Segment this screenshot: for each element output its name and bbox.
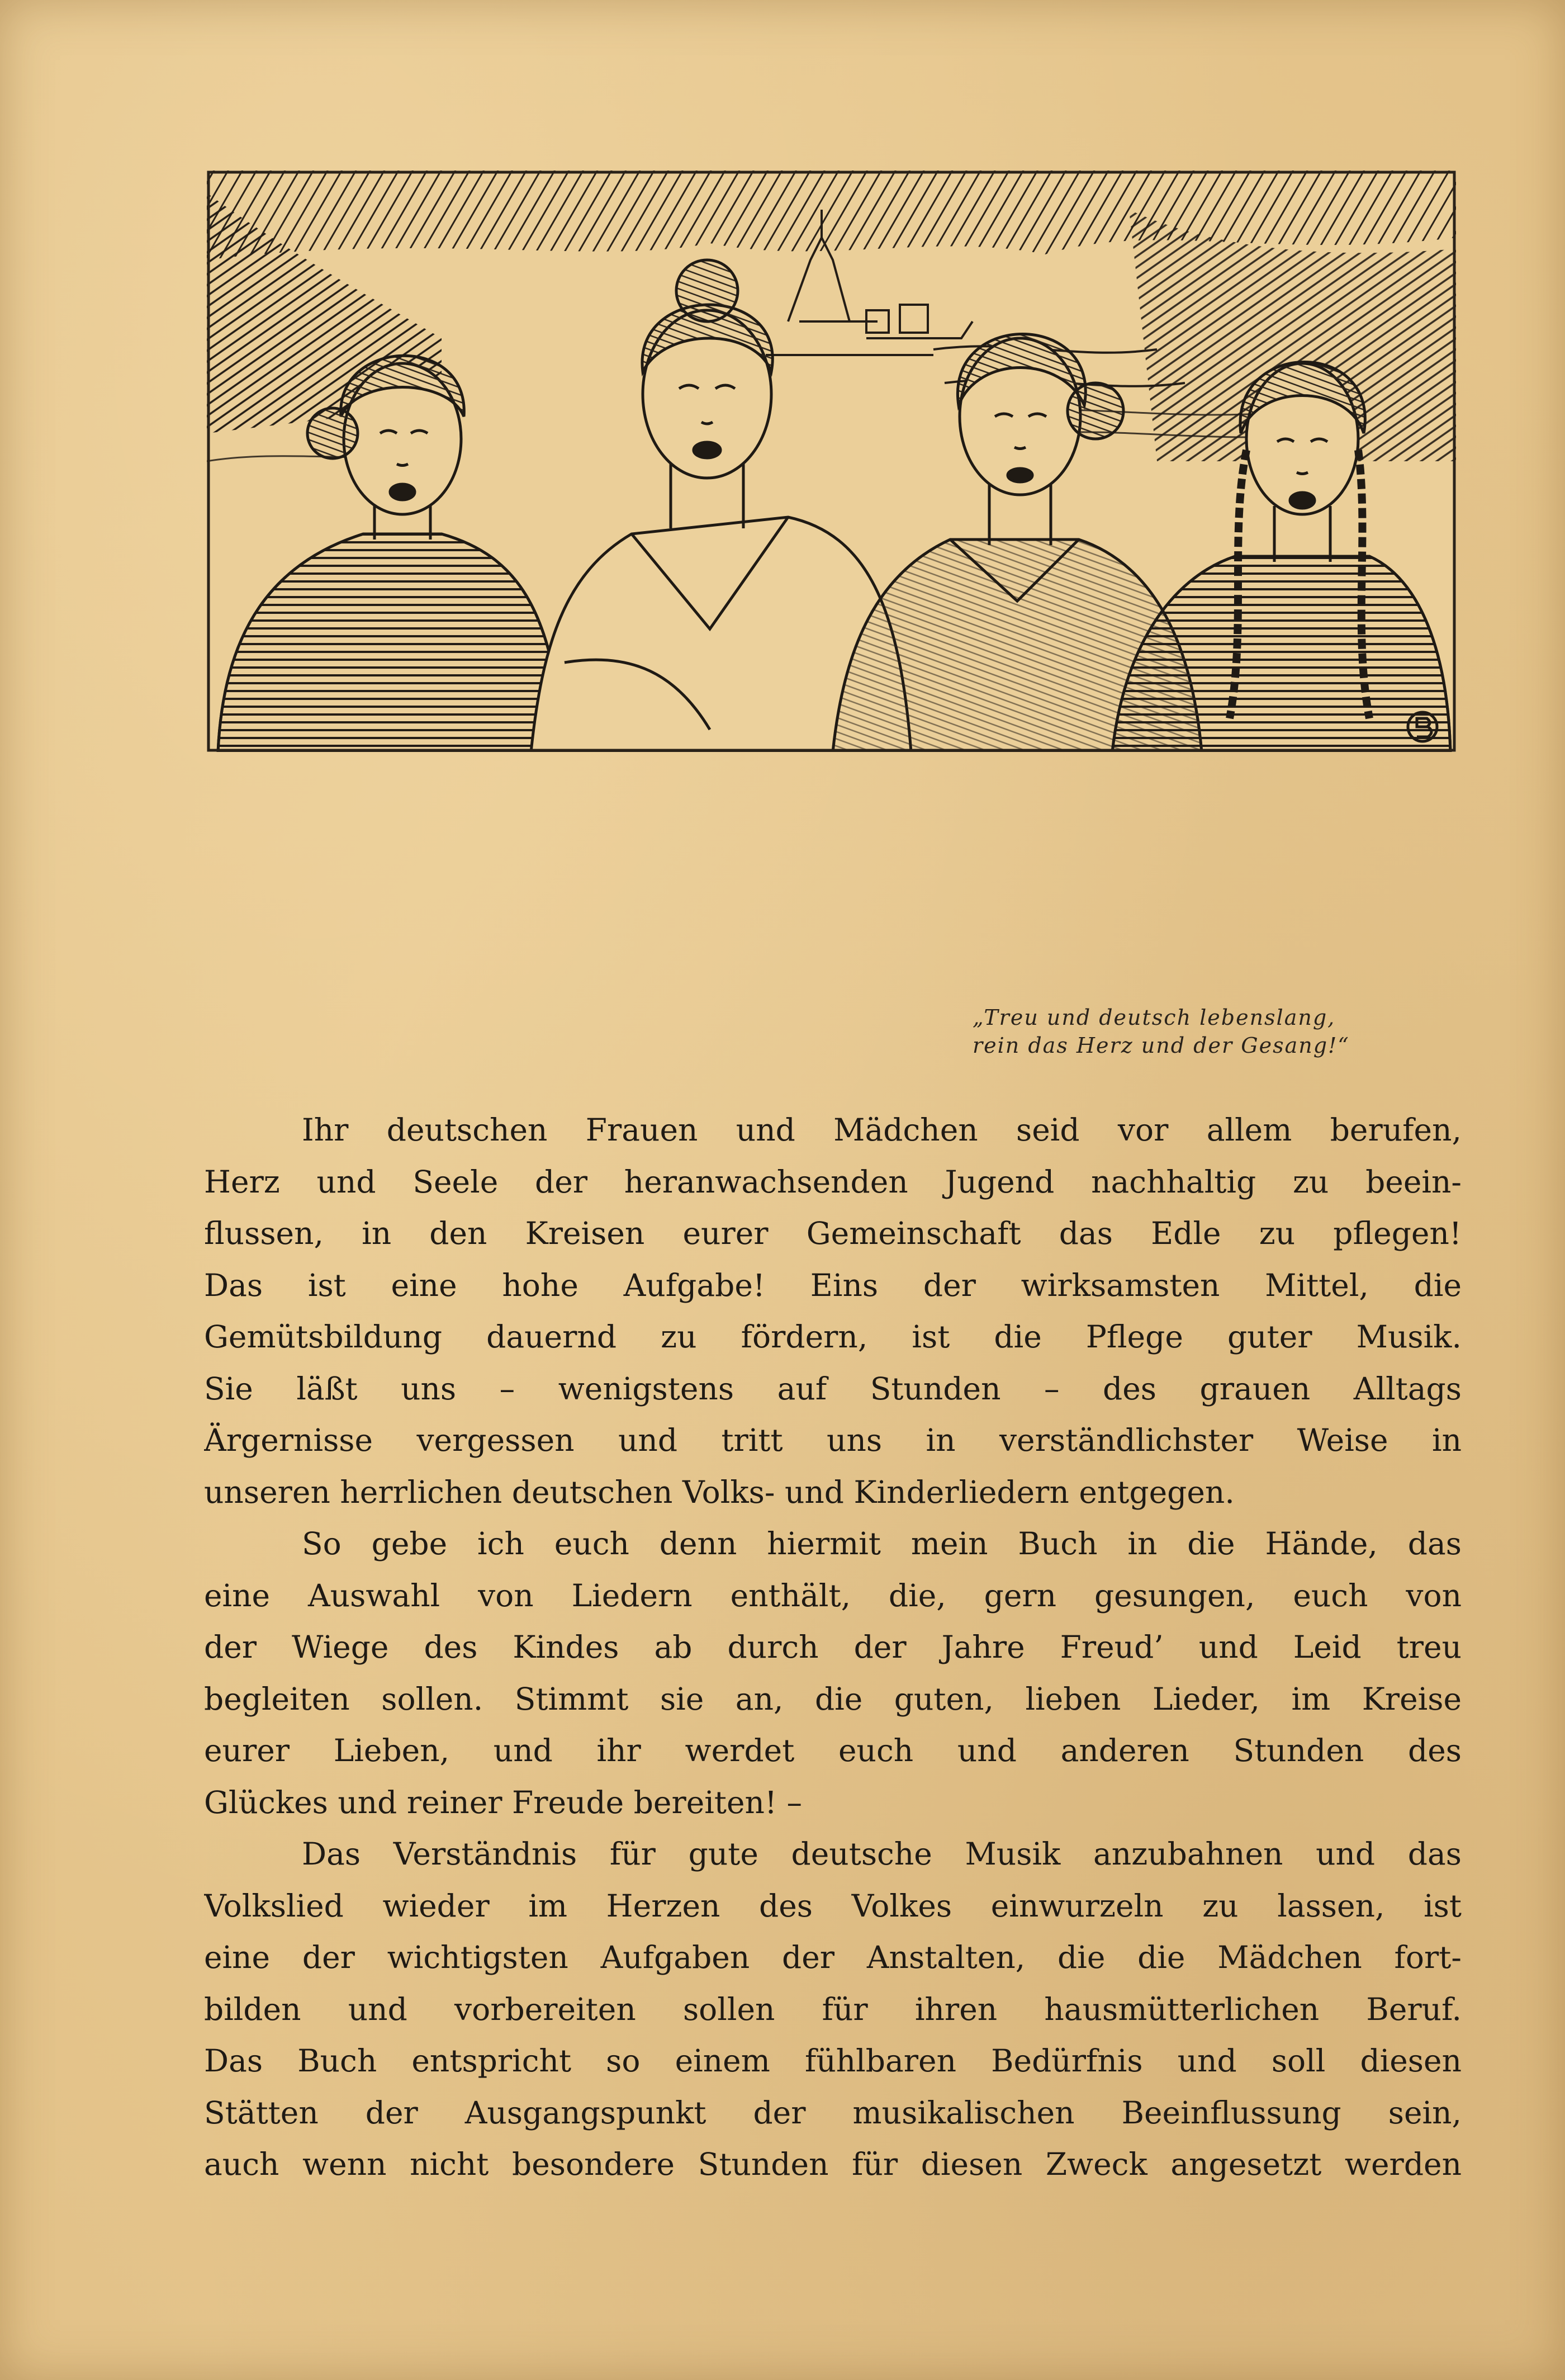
text-line: Das Verständnis für gute deutsche Musik anzubahnen und das bbox=[302, 1836, 1462, 1872]
text-line: So gebe ich euch denn hiermit mein Buch in die Hände, das bbox=[302, 1526, 1462, 1562]
illustration-drawing bbox=[207, 171, 1456, 752]
text-line: Das ist eine hohe Aufgabe! Eins der wirksamsten Mittel, die bbox=[204, 1267, 1462, 1303]
motto-caption bbox=[973, 1004, 1464, 1059]
text-line: Herz und Seele der heranwachsenden Jugend nachhaltig zu beein- bbox=[204, 1163, 1462, 1200]
text-line: eine Auswahl von Liedern enthält, die, gern gesungen, euch von bbox=[204, 1577, 1462, 1614]
text-line: eine der wichtigsten Aufgaben der Anstalten, die die Mädchen fort- bbox=[204, 1939, 1462, 1975]
text-line: begleiten sollen. Stimmt sie an, die guten, lieben Lieder, im Kreise bbox=[204, 1681, 1462, 1717]
text-line: Glückes und reiner Freude bereiten! – bbox=[204, 1784, 803, 1820]
text-line: auch wenn nicht besondere Stunden für diesen Zweck angesetzt werden bbox=[204, 2146, 1462, 2182]
text-line: Ärgernisse vergessen und tritt uns in verständlichster Weise in bbox=[204, 1422, 1462, 1458]
text-line: eurer Lieben, und ihr werdet euch und anderen Stunden des bbox=[204, 1733, 1462, 1768]
body-text bbox=[204, 1104, 1462, 2190]
text-line: Sie läßt uns – wenigstens auf Stunden – des grauen Alltags bbox=[204, 1370, 1462, 1407]
text-line: Ihr deutschen Frauen und Mädchen seid vor allem berufen, bbox=[302, 1112, 1462, 1148]
motto-line-1: „Treu und deutsch lebenslang, bbox=[973, 1005, 1336, 1030]
text-line: Das Buch entspricht so einem fühlbaren Bedürfnis und soll diesen bbox=[204, 2043, 1462, 2079]
text-line: der Wiege des Kindes ab durch der Jahre Freud’ und Leid treu bbox=[204, 1629, 1462, 1665]
text-line: bilden und vorbereiten sollen für ihren hausmütterlichen Beruf. bbox=[204, 1991, 1462, 2027]
woodcut-illustration-four-singing-women bbox=[207, 171, 1456, 752]
text-line: Stätten der Ausgangspunkt der musikalischen Beeinflussung sein, bbox=[204, 2094, 1462, 2131]
text-line: flussen, in den Kreisen eurer Gemeinschaft das Edle zu pflegen! bbox=[204, 1215, 1462, 1251]
motto-line-2: rein das Herz und der Gesang!“ bbox=[973, 1033, 1350, 1058]
text-line: Volkslied wieder im Herzen des Volkes einwurzeln zu lassen, ist bbox=[204, 1887, 1462, 1924]
text-line: unseren herrlichen deutschen Volks- und Kinderliedern entgegen. bbox=[204, 1474, 1235, 1510]
text-line: Gemütsbildung dauernd zu fördern, ist die Pflege guter Musik. bbox=[204, 1319, 1462, 1355]
